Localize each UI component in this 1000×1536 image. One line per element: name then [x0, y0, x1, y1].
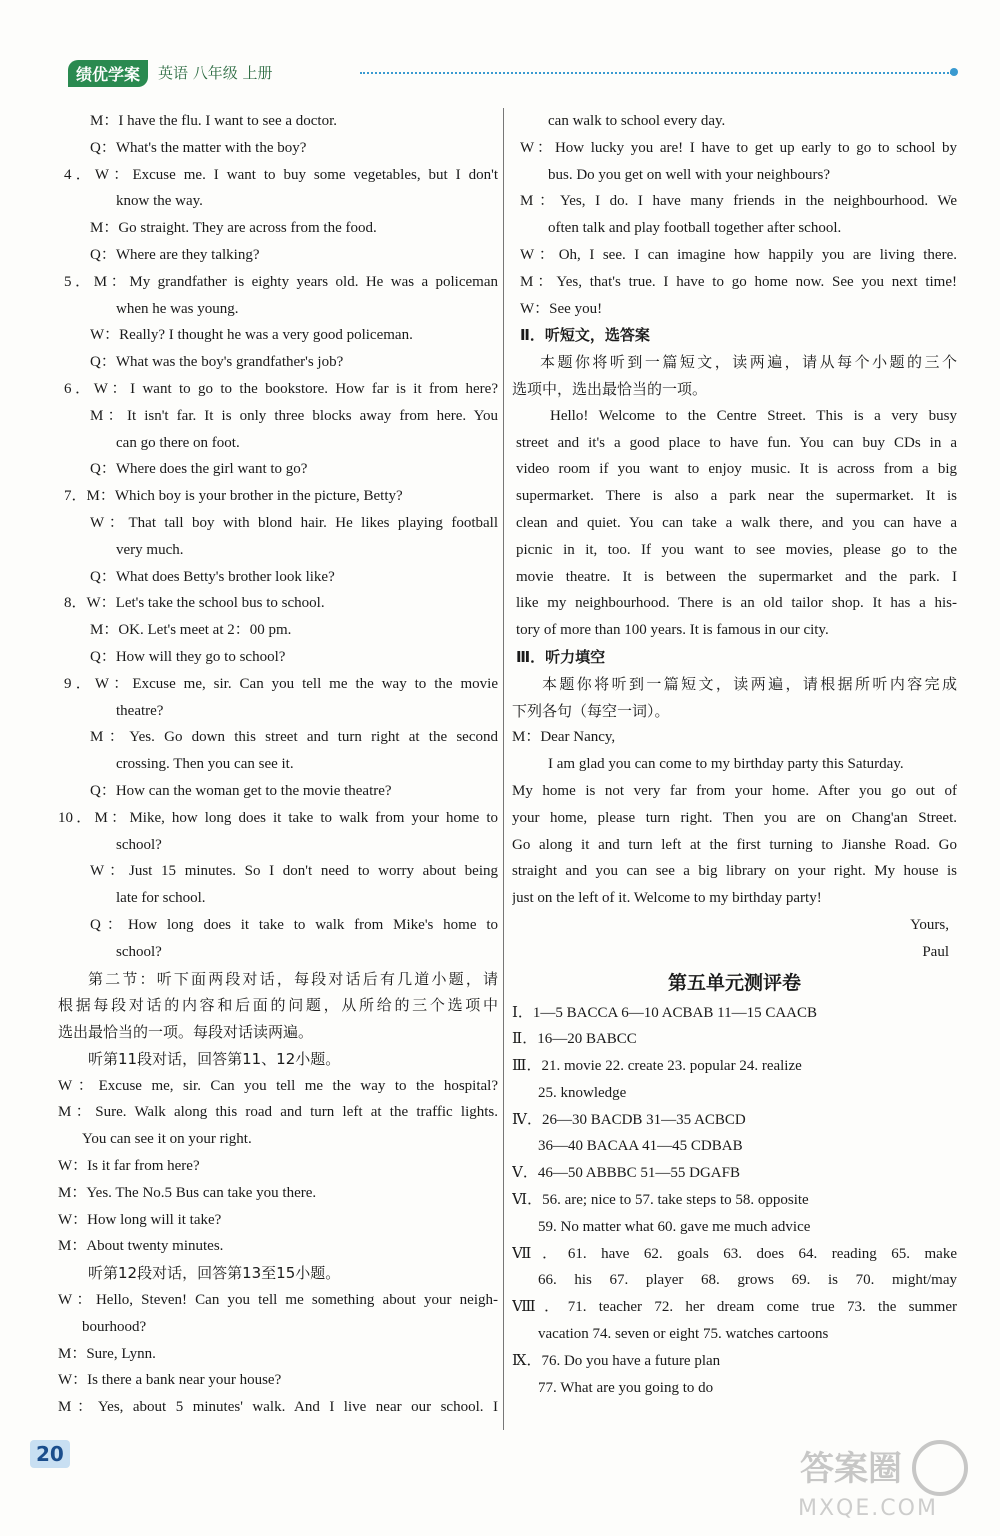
- text-line: can walk to school every day.: [548, 113, 726, 129]
- text-line: W：Is there a bank near your house?: [58, 1372, 282, 1389]
- text-line: very much.: [116, 541, 184, 558]
- text-line: 36—40 BACAA 41—45 CDBAB: [538, 1138, 743, 1155]
- text-line: M：Dear Nancy,: [512, 729, 616, 746]
- text-line: M：Yes. The No.5 Bus can take you there.: [58, 1184, 317, 1201]
- text-line: 第二节：听下面两段对话，每段对话后有几道小题，请: [88, 969, 498, 988]
- text-line: W：Is it far from here?: [58, 1158, 200, 1175]
- text-line: 7．M：Which boy is your brother in the picture, Betty?: [64, 488, 403, 505]
- text-line: Ⅱ．16—20 BABCC: [512, 1031, 637, 1048]
- header-rule-end-dot: [950, 68, 958, 76]
- text-line: theatre?: [116, 702, 164, 719]
- text-line: W：Really? I thought he was a very good policeman.: [90, 327, 413, 344]
- text-line: You can see it on your right.: [82, 1131, 252, 1148]
- text-line: My home is not very far from your home. After you go out of: [512, 782, 957, 799]
- text-line: Ⅵ．56. are; nice to 57. take steps to 58. opposite: [512, 1192, 809, 1209]
- text-line: just on the left of it. Welcome to my birthday party!: [512, 890, 822, 907]
- text-line: M：It isn't far. It is only three blocks away from here. You: [90, 407, 498, 424]
- page-number: 20: [30, 1440, 70, 1468]
- header-subject: 英语 八年级 上册: [158, 64, 273, 82]
- text-line: W：Oh, I see. I can imagine how happily you are living there.: [520, 246, 957, 263]
- text-line: Ⅸ．76. Do you have a future plan: [512, 1352, 721, 1369]
- text-line: M：Yes, I do. I have many friends in the neighbourhood. We: [520, 193, 957, 210]
- brand-logo: 绩优学案: [68, 60, 148, 87]
- watermark: [790, 1438, 980, 1521]
- text-line: Q：How long does it take to walk from Mike's home to: [90, 916, 498, 933]
- text-line: Yours,: [910, 916, 949, 933]
- text-line: often talk and play football together after school.: [548, 220, 842, 237]
- section-heading: Ⅲ．听力填空: [516, 647, 606, 666]
- text-line: M：About twenty minutes.: [58, 1238, 224, 1255]
- text-line: M：Sure. Walk along this road and turn left at the traffic lights.: [58, 1104, 498, 1121]
- text-line: 25. knowledge: [538, 1084, 627, 1101]
- text-line: like my neighbourhood. There is an old tailor shop. It has a his-: [516, 595, 957, 612]
- text-line: tory of more than 100 years. It is famous in our city.: [516, 622, 829, 639]
- text-line: Ⅷ．71. teacher 72. her dream come true 73. the summer: [512, 1299, 957, 1316]
- text-line: Hello! Welcome to the Centre Street. This is a very busy: [550, 407, 957, 424]
- text-line: 听第11段对话，回答第11、12小题。: [88, 1049, 341, 1068]
- right-column: [512, 108, 957, 1401]
- watermark-logo-text: 答案圈: [800, 1449, 902, 1489]
- text-line: late for school.: [116, 890, 206, 907]
- text-line: W：Hello, Steven! Can you tell me something about your neigh-: [58, 1292, 498, 1309]
- text-line: Ⅴ．46—50 ABBBC 51—55 DGAFB: [512, 1165, 740, 1182]
- text-line: crossing. Then you can see it.: [116, 756, 294, 773]
- page-header: [60, 58, 960, 86]
- text-line: W：How lucky you are! I have to get up early to go to school by: [520, 139, 957, 156]
- text-line: 4．W：Excuse me. I want to buy some vegetables, but I don't: [64, 166, 498, 183]
- text-line: W：Just 15 minutes. So I don't need to worry about being: [90, 863, 498, 880]
- text-line: when he was young.: [116, 300, 239, 317]
- text-line: Ⅲ．21. movie 22. create 23. popular 24. realize: [512, 1058, 802, 1075]
- text-line: can go there on foot.: [116, 434, 240, 451]
- text-line: I am glad you can come to my birthday party this Saturday.: [548, 756, 904, 773]
- text-line: Q：How will they go to school?: [90, 648, 286, 665]
- text-line: W：That tall boy with blond hair. He likes playing football: [90, 514, 498, 531]
- text-line: 下列各句（每空一词）。: [512, 701, 670, 720]
- text-line: 66. his 67. player 68. grows 69. is 70. might/may: [538, 1272, 957, 1289]
- text-line: 选项中，选出最恰当的一项。: [512, 379, 708, 398]
- text-line: 8．W：Let's take the school bus to school.: [64, 595, 325, 612]
- text-line: bus. Do you get on well with your neighbours?: [548, 166, 831, 183]
- text-line: street and it's a good place to have fun. You can buy CDs in a: [516, 434, 957, 451]
- text-line: bourhood?: [82, 1318, 147, 1335]
- watermark-logo-icon: [790, 1438, 980, 1498]
- text-line: 5．M：My grandfather is eighty years old. He was a policeman: [64, 273, 498, 290]
- text-line: clean and quiet. You can take a walk there, and you can have a: [516, 514, 957, 531]
- text-line: 根据每段对话的内容和后面的问题，从所给的三个选项中: [58, 996, 498, 1015]
- text-line: 77. What are you going to do: [538, 1379, 714, 1396]
- text-line: Go along it and turn left at the first turning to Jianshe Road. Go: [512, 836, 957, 853]
- text-line: M：Go straight. They are across from the food.: [90, 220, 377, 237]
- text-line: Q：What was the boy's grandfather's job?: [90, 354, 344, 371]
- text-line: Ⅶ．61. have 62. goals 63. does 64. reading 65. make: [512, 1245, 957, 1262]
- text-line: video room if you want to enjoy music. It is across from a big: [516, 461, 957, 478]
- text-line: Q：Where does the girl want to go?: [90, 461, 308, 478]
- text-line: 10．M：Mike, how long does it take to walk from your home to: [58, 809, 498, 826]
- text-line: Ⅰ．1—5 BACCA 6—10 ACBAB 11—15 CAACB: [512, 1004, 818, 1021]
- text-line: M：Sure, Lynn.: [58, 1345, 156, 1362]
- text-line: straight and you can see a big library on your right. My house is: [512, 863, 957, 880]
- text-line: movie theatre. It is between the supermarket and the park. I: [516, 568, 957, 585]
- text-line: 选出最恰当的一项。每段对话读两遍。: [58, 1023, 314, 1042]
- section-heading: Ⅱ．听短文，选答案: [520, 326, 650, 345]
- text-line: 本题你将听到一篇短文，读两遍，请从每个小题的三个: [540, 353, 957, 372]
- text-line: 9．W：Excuse me, sir. Can you tell me the way to the movie: [64, 675, 498, 692]
- text-line: M：OK. Let's meet at 2：00 pm.: [90, 622, 292, 639]
- text-line: W：How long will it take?: [58, 1211, 222, 1228]
- text-line: school?: [116, 836, 162, 853]
- text-line: M：I have the flu. I want to see a doctor.: [90, 113, 338, 129]
- text-line: picnic in it, too. If you want to see movies, please go to the: [516, 541, 957, 558]
- text-line: M：Yes, about 5 minutes' walk. And I live near our school. I: [58, 1399, 498, 1416]
- text-line: school?: [116, 943, 162, 960]
- text-line: W：See you!: [520, 300, 603, 317]
- left-column: [58, 108, 498, 1421]
- text-line: 本题你将听到一篇短文，读两遍，请根据所听内容完成: [542, 674, 957, 693]
- text-line: your home, please turn right. Then you are on Chang'an Street.: [512, 809, 957, 826]
- watermark-site: MXQE.COM: [798, 1496, 938, 1521]
- text-line: Q：What's the matter with the boy?: [90, 139, 307, 156]
- text-line: supermarket. There is also a park near the supermarket. It is: [516, 488, 957, 505]
- text-line: Q：How can the woman get to the movie theatre?: [90, 782, 392, 799]
- text-line: Q：What does Betty's brother look like?: [90, 568, 335, 585]
- text-line: W：Excuse me, sir. Can you tell me the way to the hospital?: [58, 1077, 498, 1094]
- text-line: M：Yes. Go down this street and turn right at the second: [90, 729, 498, 746]
- text-line: vacation 74. seven or eight 75. watches cartoons: [538, 1326, 829, 1343]
- column-divider: [503, 108, 504, 1430]
- text-line: Q：Where are they talking?: [90, 246, 260, 263]
- section-title: 第五单元测评卷: [667, 971, 801, 994]
- text-line: Paul: [922, 943, 949, 960]
- header-dotted-rule: [360, 72, 952, 74]
- text-line: know the way.: [116, 193, 203, 210]
- text-line: M：Yes, that's true. I have to go home now. See you next time!: [520, 273, 957, 290]
- text-line: Ⅳ．26—30 BACDB 31—35 ACBCD: [512, 1111, 746, 1128]
- text-line: 听第12段对话，回答第13至15小题。: [88, 1264, 341, 1283]
- text-line: 59. No matter what 60. gave me much advice: [538, 1218, 811, 1235]
- text-line: 6．W：I want to go to the bookstore. How far is it from here?: [64, 380, 498, 397]
